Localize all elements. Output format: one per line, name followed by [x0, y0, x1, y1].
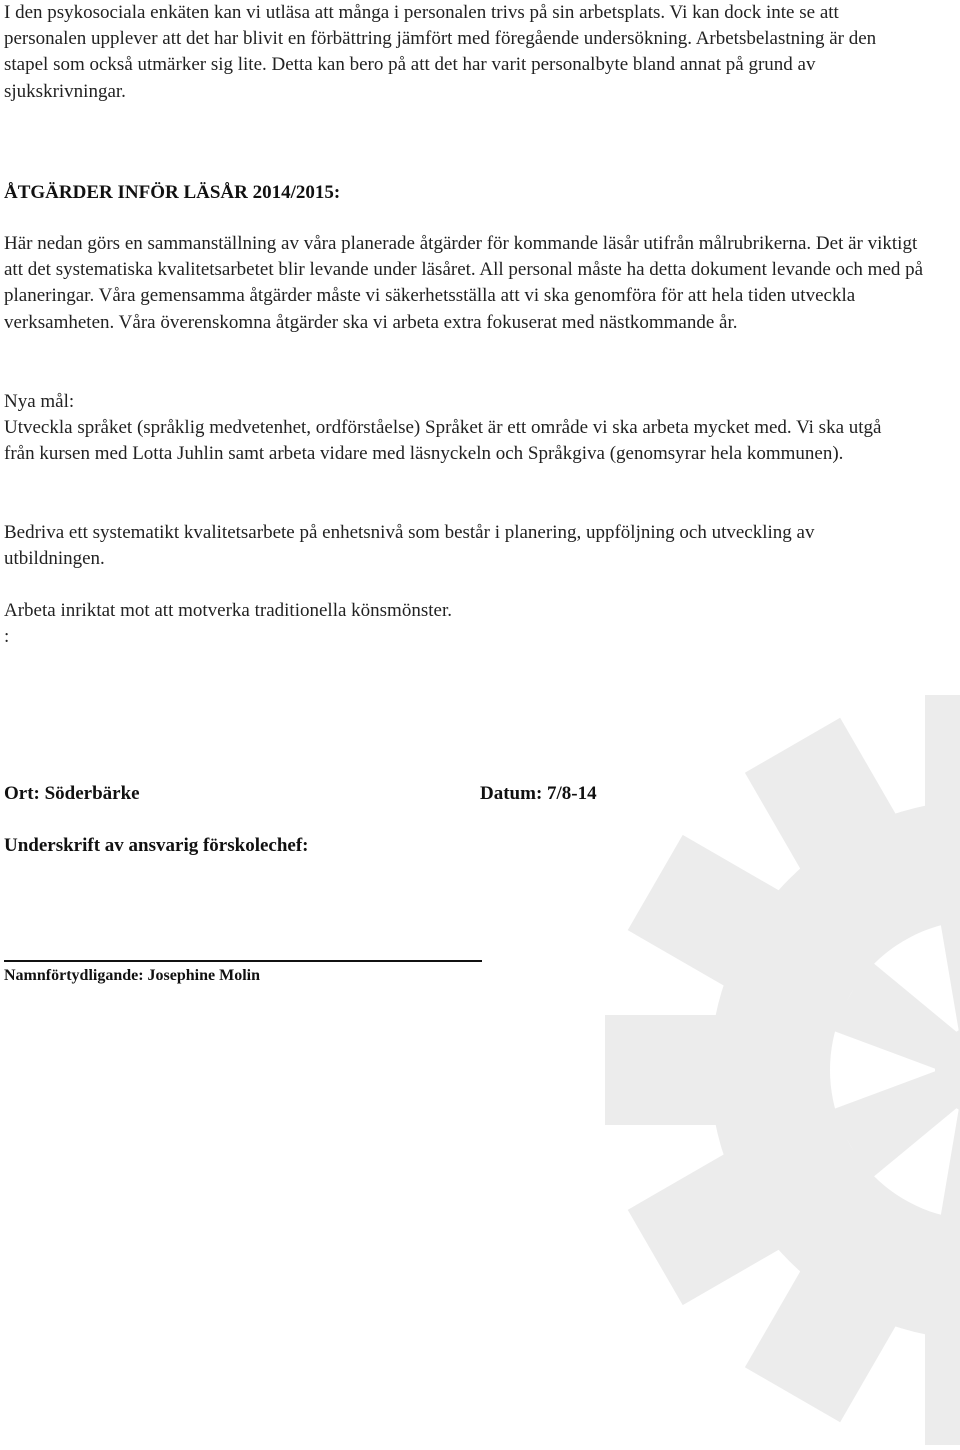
signature-line	[4, 960, 482, 962]
gear-watermark-icon	[600, 690, 960, 1450]
place-field: Ort: Söderbärke	[4, 783, 140, 804]
actions-summary-paragraph: Här nedan görs en sammanställning av våra planerade åtgärder för kommande läsår utifrån målrubrikerna. Det är viktigt att det systematiska kvalitetsarbetet blir levande under läsåret. All personal måste ha detta dokument levande och med på planeringar. Våra gemensamma åtgärder måste vi säkerhetsställa att vi ska genomföra för att hela tiden utveckla verksamheten. Våra överenskomna åtgärder ska vi arbeta extra fokuserat med nästkommande år.	[4, 233, 924, 333]
new-goals-label: Nya mål:	[4, 391, 75, 412]
date-field: Datum: 7/8-14	[480, 783, 597, 804]
goal-item-quality-work: Bedriva ett systematikt kvalitetsarbete på enhetsnivå som består i planering, uppföljning och utveckling av utbildningen.	[4, 522, 815, 570]
intro-paragraph: I den psykosociala enkäten kan vi utläsa att många i personalen trivs på sin arbetsplats. Vi kan dock inte se att personalen upplever att det har blivit en förbättring jämfört med föregående undersökning. Arbetsbelastning är den stapel som också utmärker sig lite. Detta kan bero på att det har varit personalbyte bland annat på grund av sjukskrivningar.	[4, 2, 877, 102]
signature-label: Underskrift av ansvarig förskolechef:	[4, 835, 309, 856]
trailing-colon: :	[4, 626, 10, 647]
goal-item-language: Utveckla språket (språklig medvetenhet, ordförståelse) Språket är ett område vi ska arbeta mycket med. Vi ska utgå från kursen med Lotta Juhlin samt arbeta vidare med läsnyckeln och Språkgiva (genomsyrar hela kommunen).	[4, 417, 882, 465]
name-clarification: Namnförtydligande: Josephine Molin	[4, 967, 261, 984]
goal-item-gender-patterns: Arbeta inriktat mot att motverka traditionella könsmönster.	[4, 600, 452, 621]
actions-heading: ÅTGÄRDER INFÖR LÄSÅR 2014/2015:	[4, 182, 341, 203]
